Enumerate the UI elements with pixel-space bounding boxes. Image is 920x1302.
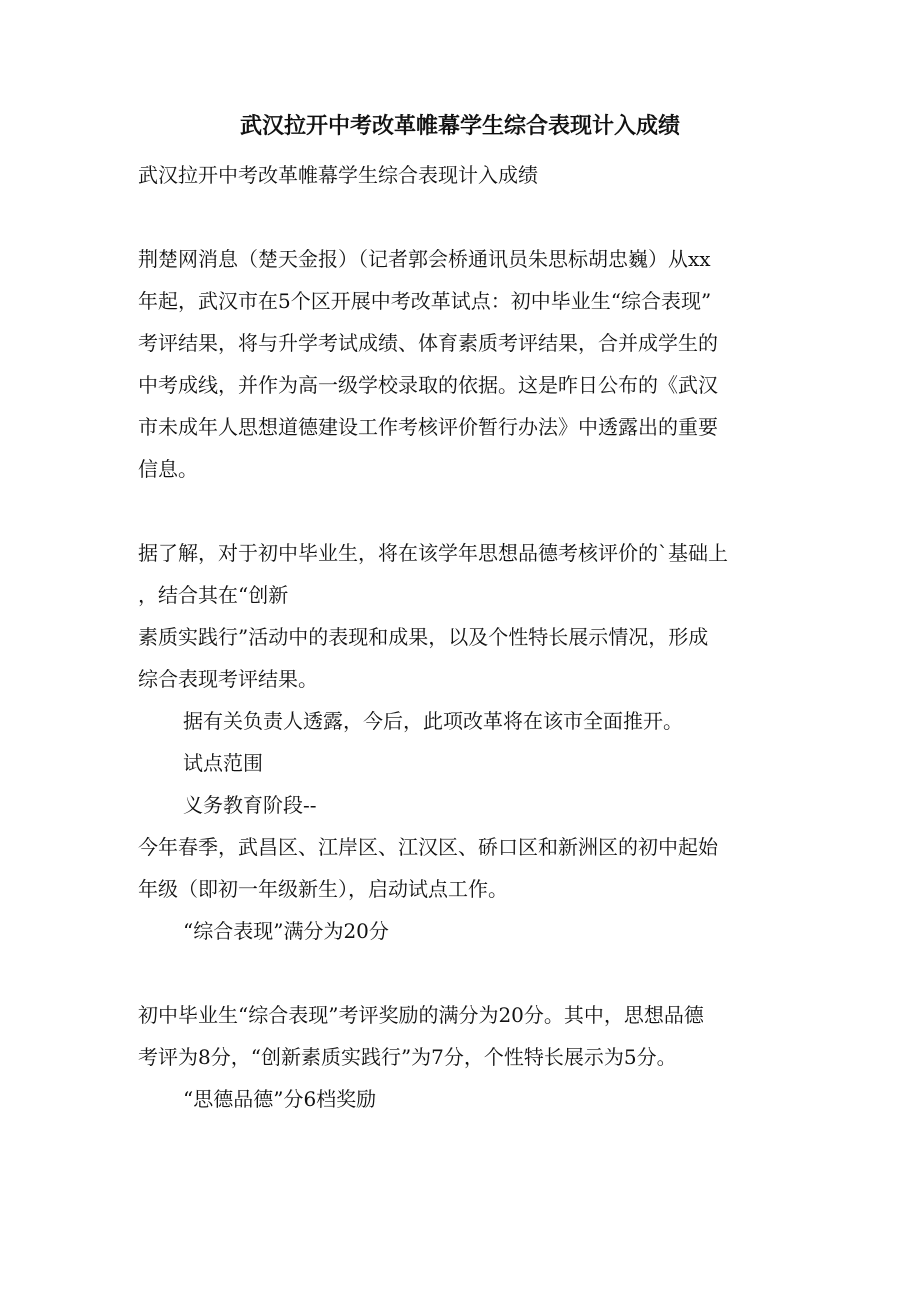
- leader-statement: 据有关负责人透露，今后，此项改革将在该市全面推开。: [183, 709, 683, 733]
- paragraph2-line-3: 素质实践行”活动中的表现和成果，以及个性特长展示情况，形成: [138, 625, 709, 649]
- paragraph1-line-1: 荆楚网消息（楚天金报）（记者郭会桥通讯员朱思标胡忠巍）从xx: [138, 247, 711, 271]
- paragraph3-line-1: 今年春季，武昌区、江岸区、江汉区、硚口区和新洲区的初中起始: [138, 835, 718, 859]
- paragraph1-line-6: 信息。: [138, 457, 198, 481]
- paragraph3-line-2: 年级（即初一年级新生），启动试点工作。: [138, 877, 508, 901]
- document-subtitle: 武汉拉开中考改革帷幕学生综合表现计入成绩: [138, 163, 538, 187]
- paragraph2-line-1: 据了解，对于初中毕业生，将在该学年思想品德考核评价的`基础上: [138, 541, 728, 565]
- paragraph4-line-1: 初中毕业生“综合表现”考评奖励的满分为20分。其中，思想品德: [138, 1003, 704, 1027]
- paragraph4-line-2: 考评为8分，“创新素质实践行”为7分，个性特长展示为5分。: [138, 1045, 677, 1069]
- heading-stage: 义务教育阶段--: [183, 793, 317, 817]
- document-title: 武汉拉开中考改革帷幕学生综合表现计入成绩: [239, 113, 680, 139]
- paragraph1-line-5: 市未成年人思想道德建设工作考核评价暂行办法》中透露出的重要: [138, 415, 718, 439]
- heading-moral: “思德品德”分6档奖励: [183, 1087, 377, 1111]
- heading-score: “综合表现”满分为20分: [183, 919, 389, 943]
- paragraph1-line-2: 年起，武汉市在5个区开展中考改革试点：初中毕业生“综合表现”: [138, 289, 712, 313]
- paragraph1-line-4: 中考成线，并作为高一级学校录取的依据。这是昨日公布的《武汉: [138, 373, 718, 397]
- paragraph2-line-4: 综合表现考评结果。: [138, 667, 318, 691]
- heading-scope: 试点范围: [183, 751, 263, 775]
- paragraph2-line-2: ，结合其在“创新: [138, 583, 289, 607]
- paragraph1-line-3: 考评结果，将与升学考试成绩、体育素质考评结果，合并成学生的: [138, 331, 718, 355]
